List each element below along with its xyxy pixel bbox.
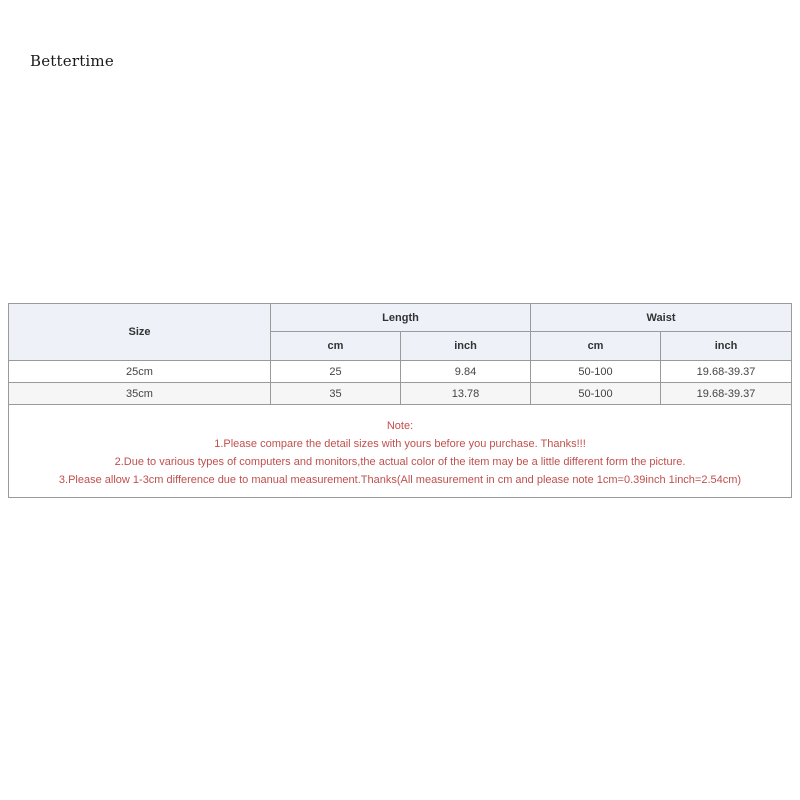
length-cm-cell: 25 <box>271 361 401 383</box>
length-inch-cell: 13.78 <box>401 383 531 405</box>
size-cell: 25cm <box>9 361 271 383</box>
length-cm-header: cm <box>271 332 401 361</box>
length-inch-cell: 9.84 <box>401 361 531 383</box>
length-header: Length <box>271 304 531 332</box>
note-line-1: 1.Please compare the detail sizes with yours before you purchase. Thanks!!! <box>214 438 586 450</box>
waist-inch-header: inch <box>661 332 792 361</box>
waist-cm-cell: 50-100 <box>531 361 661 383</box>
waist-header: Waist <box>531 304 792 332</box>
waist-inch-cell: 19.68-39.37 <box>661 383 792 405</box>
waist-cm-header: cm <box>531 332 661 361</box>
size-chart-table <box>8 303 792 498</box>
table-row <box>9 361 792 383</box>
size-header: Size <box>9 304 271 361</box>
note-line-2: 2.Due to various types of computers and monitors,the actual color of the item may be a little different form the picture. <box>114 456 686 468</box>
length-cm-cell: 35 <box>271 383 401 405</box>
notes-cell <box>9 405 792 498</box>
notes-row <box>9 405 792 498</box>
length-inch-header: inch <box>401 332 531 361</box>
table-row <box>9 383 792 405</box>
waist-cm-cell: 50-100 <box>531 383 661 405</box>
waist-inch-cell: 19.68-39.37 <box>661 361 792 383</box>
note-line-3: 3.Please allow 1-3cm difference due to manual measurement.Thanks(All measurement in cm and please note 1cm=0.39inch 1inch=2.54cm) <box>58 474 742 486</box>
size-cell: 35cm <box>9 383 271 405</box>
brand-name: Bettertime <box>30 52 114 70</box>
notes-title: Note: <box>386 420 414 432</box>
